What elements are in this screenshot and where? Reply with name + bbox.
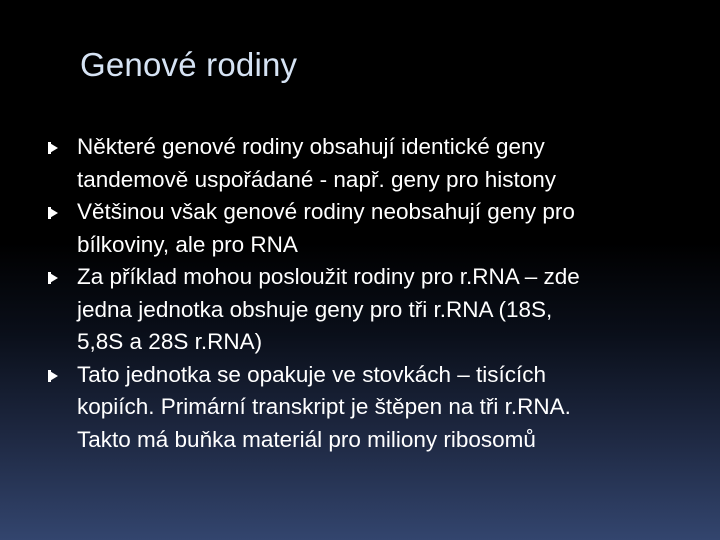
square-arrow-bullet-icon [48,272,58,284]
bullet-item [48,359,708,457]
bullet-line: Takto má buňka materiál pro miliony ribosomů [77,426,536,452]
bullet-item [48,131,708,196]
slide-title: Genové rodiny [80,46,298,83]
bullet-line: Tato jednotka se opakuje ve stovkách – tisících [77,361,547,387]
bullet-line: tandemově uspořádané - např. geny pro histony [77,166,557,192]
bullet-item [48,261,708,359]
bullet-line: jedna jednotka obshuje geny pro tři r.RNA (18S, [77,296,553,322]
bullet-line: 5,8S a 28S r.RNA) [77,329,263,354]
square-arrow-bullet-icon [48,207,58,219]
square-arrow-bullet-icon [48,370,58,382]
bullet-line: Za příklad mohou posloužit rodiny pro r.RNA – zde [77,264,580,289]
bullet-line: bílkoviny, ale pro RNA [77,231,298,257]
bullet-list [48,131,708,456]
bullet-line: kopiích. Primární transkript je štěpen na tři r.RNA. [77,394,571,419]
bullet-item [48,196,708,261]
bullet-line: Většinou však genové rodiny neobsahují geny pro [77,199,575,224]
bullet-line: Některé genové rodiny obsahují identické geny [77,134,545,159]
square-arrow-bullet-icon [48,142,58,154]
